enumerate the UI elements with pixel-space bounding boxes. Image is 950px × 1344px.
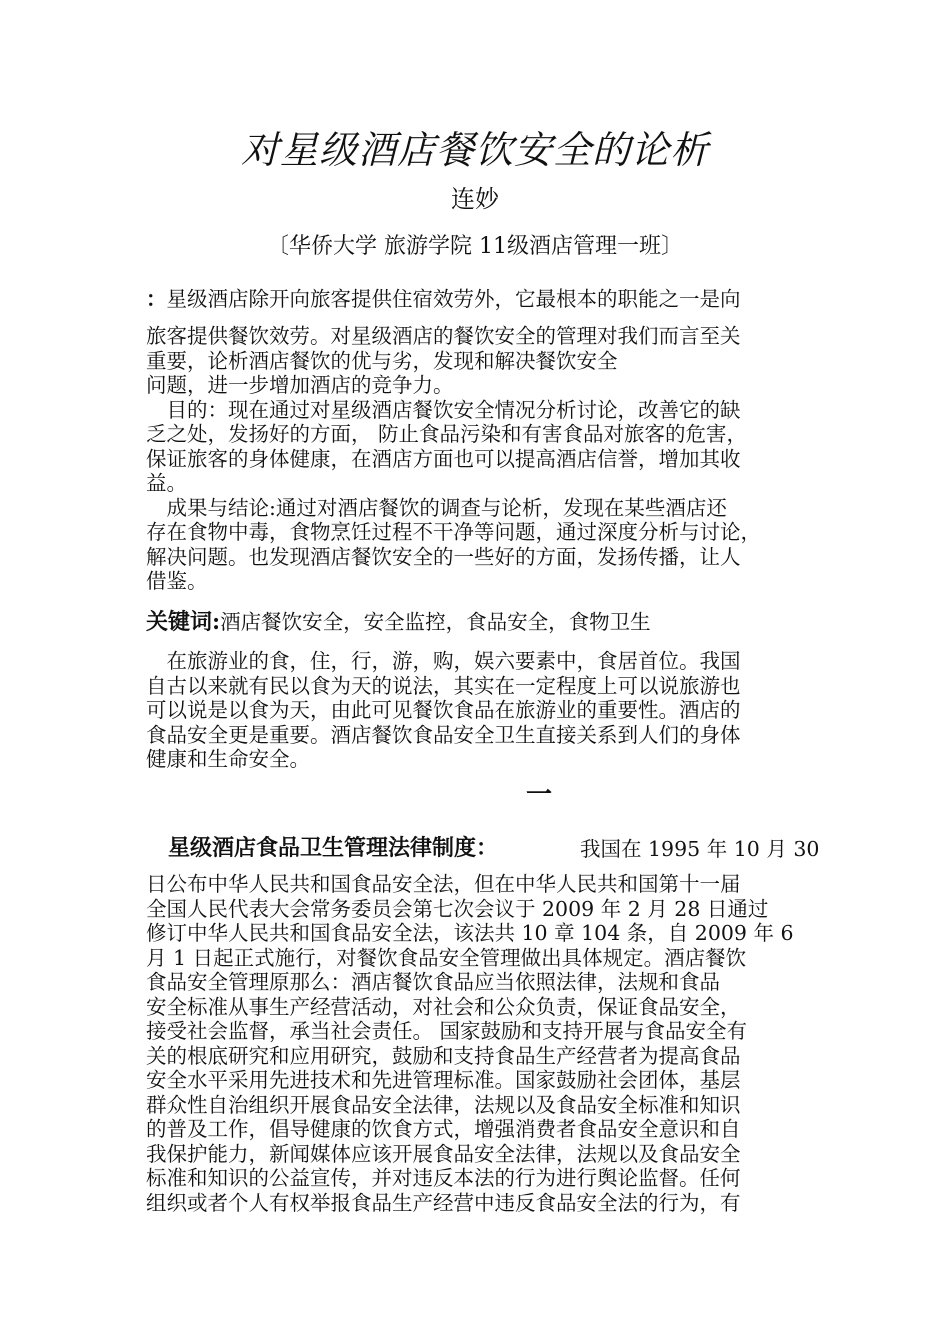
keywords-label: 关键词: xyxy=(146,609,221,635)
section-line: 食品安全管理原那么：酒店餐饮食品应当依照法律，法规和食品 xyxy=(146,970,720,994)
abstract-label: ： xyxy=(146,287,167,311)
abstract-line: 解决问题。也发现酒店餐饮安全的一些好的方面，发扬传播，让人 xyxy=(146,544,741,569)
section-line: 关的根底研究和应用研究，鼓励和支持食品生产经营者为提高食品 xyxy=(146,1043,741,1068)
abstract-line: 益。 xyxy=(146,471,187,495)
intro-line: 在旅游业的食，住，行，游，购，娱六要素中，食居首位。我国 xyxy=(146,649,741,673)
section-line: 日公布中华人民共和国食品安全法，但在中华人民共和国第十一届 xyxy=(146,872,741,896)
section-line: 接受社会监督，承当社会责任。 国家鼓励和支持开展与食品安全有 xyxy=(146,1019,748,1043)
section-number: 一 xyxy=(526,780,553,810)
author-name: 连妙 xyxy=(451,185,499,213)
intro-line: 可以说是以食为天，由此可见餐饮食品在旅游业的重要性。酒店的 xyxy=(146,698,741,722)
abstract-line: 重要，论析酒店餐饮的优与劣，发现和解决餐饮安全 xyxy=(146,348,618,373)
section-line: 修订中华人民共和国食品安全法，该法共 10 章 104 条，自 2009 年 6 xyxy=(146,921,794,945)
abstract-line: 存在食物中毒，食物烹饪过程不干净等问题，通过深度分析与讨论， xyxy=(146,520,761,544)
author-affiliation: 〔华侨大学 旅游学院 11级酒店管理一班〕 xyxy=(267,234,683,259)
abstract-line: 保证旅客的身体健康，在酒店方面也可以提高酒店信誉，增加其收 xyxy=(146,446,741,471)
abstract-line: 乏之处，发扬好的方面， 防止食品污染和有害食品对旅客的危害， xyxy=(146,422,748,446)
keywords-text: 酒店餐饮安全，安全监控，食品安全，食物卫生 xyxy=(220,610,651,634)
abstract-line: 成果与结论:通过对酒店餐饮的调查与论析，发现在某些酒店还 xyxy=(146,495,727,520)
keywords-line xyxy=(146,610,811,635)
document-title: 对星级酒店餐饮安全的论析 xyxy=(240,128,709,172)
section-line: 群众性自治组织开展食品安全法律，法规以及食品安全标准和知识 xyxy=(146,1092,741,1117)
section-line: 安全水平采用先进技术和先进管理标准。国家鼓励社会团体，基层 xyxy=(146,1068,741,1092)
section-line: 安全标准从事生产经营活动，对社会和公众负责，保证食品安全， xyxy=(146,994,741,1019)
section-body xyxy=(146,872,811,1215)
section-line: 组织或者个人有权举报食品生产经营中违反食品安全法的行为，有 xyxy=(146,1190,741,1215)
intro-line: 自古以来就有民以食为天的说法，其实在一定程度上可以说旅游也 xyxy=(146,673,741,698)
intro-paragraph xyxy=(146,649,811,772)
section-heading-line xyxy=(168,833,820,865)
abstract-line: 旅客提供餐饮效劳。对星级酒店的餐饮安全的管理对我们而言至关 xyxy=(146,324,741,348)
section-line: 我保护能力，新闻媒体应该开展食品安全法律，法规以及食品安全 xyxy=(146,1141,741,1166)
abstract-first-line xyxy=(146,287,811,312)
section-heading: 星级酒店食品卫生管理法律制度： xyxy=(168,835,499,861)
section-line: 全国人民代表大会常务委员会第七次会议于 2009 年 2 月 28 日通过 xyxy=(146,896,769,921)
section-line: 的普及工作，倡导健康的饮食方式，增强消费者食品安全意识和自 xyxy=(146,1117,741,1141)
intro-line: 食品安全更是重要。酒店餐饮食品安全卫生直接关系到人们的身体 xyxy=(146,722,741,747)
section-heading-continuation: 我国在 1995 年 10 月 30 xyxy=(580,837,820,861)
section-line: 标准和知识的公益宣传，并对违反本法的行为进行舆论监督。任何 xyxy=(146,1166,741,1190)
abstract-line: 目的：现在通过对星级酒店餐饮安全情况分析讨论，改善它的缺 xyxy=(146,397,741,422)
intro-line: 健康和生命安全。 xyxy=(146,747,310,771)
abstract-line: 问题，进一步增加酒店的竞争力。 xyxy=(146,373,454,397)
abstract-body xyxy=(146,324,811,594)
section-line: 月 1 日起正式施行，对餐饮食品安全管理做出具体规定。酒店餐饮 xyxy=(146,945,747,970)
abstract-first-text: 星级酒店除开向旅客提供住宿效劳外，它最根本的职能之一是向 xyxy=(166,287,741,311)
abstract-line: 借鉴。 xyxy=(146,569,208,593)
